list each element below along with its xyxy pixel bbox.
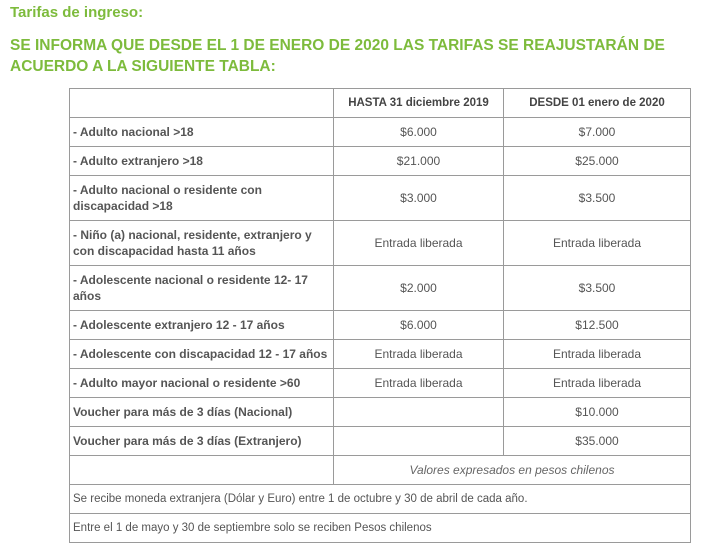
table-row bbox=[70, 147, 691, 176]
row-price-from-2020: $7.000 bbox=[504, 118, 691, 147]
row-category: - Adulto nacional >18 bbox=[70, 118, 334, 147]
row-price-until-2019: $6.000 bbox=[334, 118, 504, 147]
table-row bbox=[70, 369, 691, 398]
row-price-until-2019: Entrada liberada bbox=[334, 369, 504, 398]
row-category: - Niño (a) nacional, residente, extranjero y con discapacidad hasta 11 años bbox=[70, 221, 334, 266]
page-title: Tarifas de ingreso: bbox=[10, 4, 144, 21]
table-row bbox=[70, 340, 691, 369]
row-price-until-2019: Entrada liberada bbox=[334, 340, 504, 369]
row-category: - Adulto mayor nacional o residente >60 bbox=[70, 369, 334, 398]
table-row bbox=[70, 427, 691, 456]
table-row bbox=[70, 266, 691, 311]
row-category: - Adolescente nacional o residente 12- 17 años bbox=[70, 266, 334, 311]
currency-note: Valores expresados en pesos chilenos bbox=[334, 456, 691, 485]
row-price-until-2019: $3.000 bbox=[334, 176, 504, 221]
table-row bbox=[70, 176, 691, 221]
row-price-until-2019: $21.000 bbox=[334, 147, 504, 176]
rates-table bbox=[69, 88, 691, 543]
header-empty-cell bbox=[70, 89, 334, 118]
row-price-until-2019 bbox=[334, 427, 504, 456]
row-price-from-2020: Entrada liberada bbox=[504, 340, 691, 369]
row-category: - Adolescente con discapacidad 12 - 17 años bbox=[70, 340, 334, 369]
row-category: - Adulto nacional o residente con discapacidad >18 bbox=[70, 176, 334, 221]
table-row bbox=[70, 118, 691, 147]
footnote-foreign-currency: Se recibe moneda extranjera (Dólar y Euro) entre 1 de octubre y 30 de abril de cada año. bbox=[70, 485, 691, 514]
row-price-from-2020: $25.000 bbox=[504, 147, 691, 176]
table-row bbox=[70, 398, 691, 427]
row-price-from-2020: $35.000 bbox=[504, 427, 691, 456]
footnote-row bbox=[70, 514, 691, 543]
row-price-from-2020: $3.500 bbox=[504, 176, 691, 221]
table-row bbox=[70, 311, 691, 340]
row-price-from-2020: $3.500 bbox=[504, 266, 691, 311]
header-from-2020: DESDE 01 enero de 2020 bbox=[504, 89, 691, 118]
row-price-from-2020: $12.500 bbox=[504, 311, 691, 340]
row-price-until-2019: $2.000 bbox=[334, 266, 504, 311]
row-category: - Adolescente extranjero 12 - 17 años bbox=[70, 311, 334, 340]
table-row bbox=[70, 221, 691, 266]
footnote-chilean-pesos: Entre el 1 de mayo y 30 de septiembre solo se reciben Pesos chilenos bbox=[70, 514, 691, 543]
row-category: Voucher para más de 3 días (Extranjero) bbox=[70, 427, 334, 456]
row-category: Voucher para más de 3 días (Nacional) bbox=[70, 398, 334, 427]
currency-note-row bbox=[70, 456, 691, 485]
row-category: - Adulto extranjero >18 bbox=[70, 147, 334, 176]
announcement-heading: SE INFORMA QUE DESDE EL 1 DE ENERO DE 2020 LAS TARIFAS SE REAJUSTARÁN DE ACUERDO A LA SIGUIENTE TABLA: bbox=[10, 37, 665, 75]
header-until-2019: HASTA 31 diciembre 2019 bbox=[334, 89, 504, 118]
table-header-row bbox=[70, 89, 691, 118]
row-price-from-2020: Entrada liberada bbox=[504, 369, 691, 398]
footnote-row bbox=[70, 485, 691, 514]
row-price-until-2019: $6.000 bbox=[334, 311, 504, 340]
row-price-from-2020: Entrada liberada bbox=[504, 221, 691, 266]
row-price-from-2020: $10.000 bbox=[504, 398, 691, 427]
row-price-until-2019 bbox=[334, 398, 504, 427]
currency-note-empty-cell bbox=[70, 456, 334, 485]
row-price-until-2019: Entrada liberada bbox=[334, 221, 504, 266]
